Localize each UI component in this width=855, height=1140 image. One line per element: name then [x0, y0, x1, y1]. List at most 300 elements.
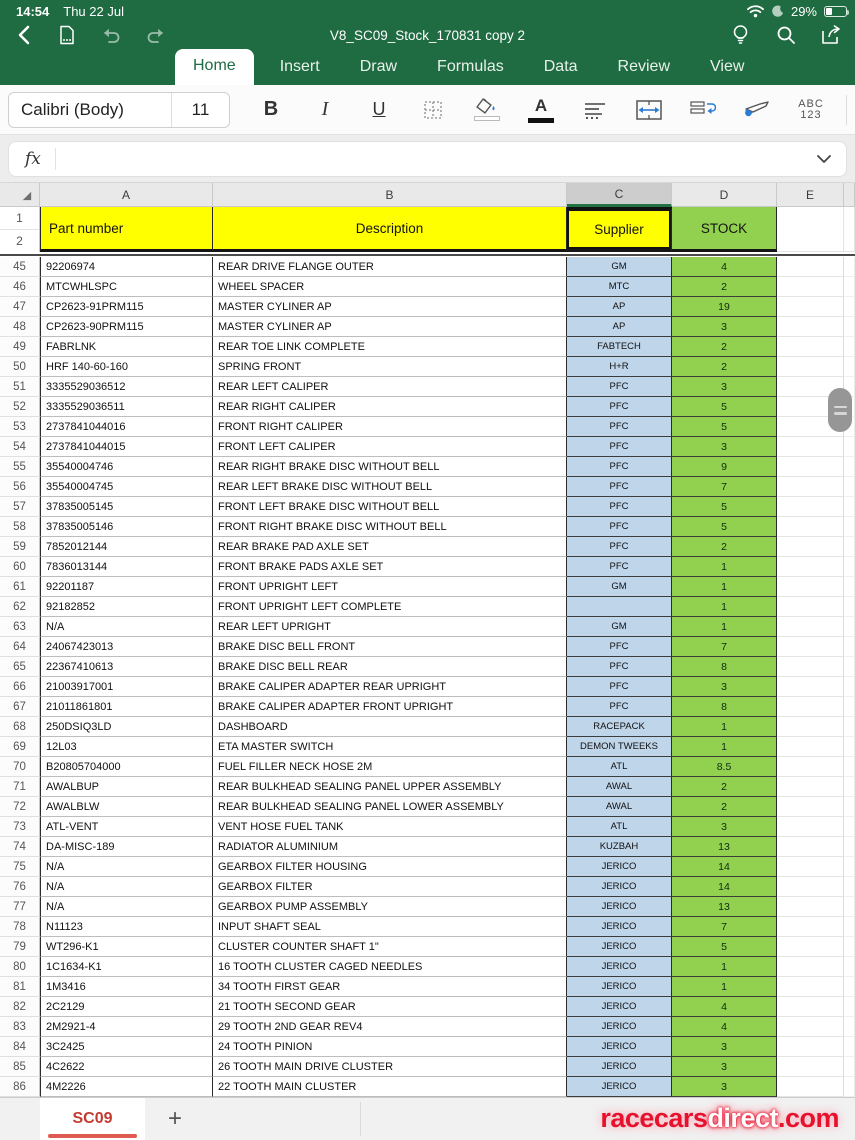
cell-stock[interactable]: 14: [672, 877, 777, 897]
cell-empty-f[interactable]: [844, 1057, 855, 1077]
cell-supplier[interactable]: PFC: [567, 477, 672, 497]
cell-empty-f[interactable]: [844, 1017, 855, 1037]
font-name-dropdown[interactable]: Calibri (Body): [21, 99, 124, 119]
cell-part-number[interactable]: 1M3416: [40, 977, 213, 997]
row-number[interactable]: 51: [0, 377, 40, 397]
cell-stock[interactable]: 7: [672, 917, 777, 937]
cell-stock[interactable]: 3: [672, 377, 777, 397]
cell-description[interactable]: FRONT RIGHT CALIPER: [213, 417, 567, 437]
cell-part-number[interactable]: 7852012144: [40, 537, 213, 557]
redo-icon[interactable]: [142, 24, 168, 46]
cell-empty-f[interactable]: [844, 857, 855, 877]
cell-stock[interactable]: 14: [672, 857, 777, 877]
header-stock[interactable]: STOCK: [672, 207, 777, 252]
row-number[interactable]: 61: [0, 577, 40, 597]
cell-supplier[interactable]: JERICO: [567, 897, 672, 917]
row-number[interactable]: 54: [0, 437, 40, 457]
cell-description[interactable]: BRAKE CALIPER ADAPTER FRONT UPRIGHT: [213, 697, 567, 717]
cell-part-number[interactable]: N/A: [40, 877, 213, 897]
cell-supplier[interactable]: JERICO: [567, 1037, 672, 1057]
cell-stock[interactable]: 8.5: [672, 757, 777, 777]
row-number[interactable]: 46: [0, 277, 40, 297]
fill-color-icon[interactable]: [460, 88, 514, 132]
cell-supplier[interactable]: MTC: [567, 277, 672, 297]
select-all-button[interactable]: [0, 183, 40, 207]
cell-stock[interactable]: 3: [672, 1057, 777, 1077]
cell-empty-e[interactable]: [777, 937, 844, 957]
cell-supplier[interactable]: PFC: [567, 657, 672, 677]
cell-empty-e[interactable]: [777, 557, 844, 577]
lightbulb-icon[interactable]: [727, 24, 753, 46]
column-header-e[interactable]: E: [777, 183, 844, 207]
cell-supplier[interactable]: JERICO: [567, 937, 672, 957]
row-number[interactable]: 74: [0, 837, 40, 857]
header-part-number[interactable]: Part number: [40, 207, 213, 252]
cell-part-number[interactable]: 22367410613: [40, 657, 213, 677]
font-selector[interactable]: [8, 92, 230, 128]
file-actions-icon[interactable]: [54, 24, 80, 46]
cell-empty-f[interactable]: [844, 437, 855, 457]
cell-supplier[interactable]: FABTECH: [567, 337, 672, 357]
cell-empty-e[interactable]: [777, 637, 844, 657]
cell-part-number[interactable]: CP2623-90PRM115: [40, 317, 213, 337]
cell-description[interactable]: 29 TOOTH 2ND GEAR REV4: [213, 1017, 567, 1037]
cell-part-number[interactable]: 3335529036512: [40, 377, 213, 397]
cell-empty-e[interactable]: [777, 717, 844, 737]
back-icon[interactable]: [10, 24, 36, 46]
cell-description[interactable]: GEARBOX FILTER: [213, 877, 567, 897]
cell-stock[interactable]: 13: [672, 897, 777, 917]
row-number[interactable]: 45: [0, 257, 40, 277]
row-number[interactable]: 85: [0, 1057, 40, 1077]
cell-empty-e[interactable]: [777, 497, 844, 517]
cell-part-number[interactable]: B20805704000: [40, 757, 213, 777]
cell-stock[interactable]: 8: [672, 697, 777, 717]
row-number[interactable]: 49: [0, 337, 40, 357]
cell-part-number[interactable]: 21011861801: [40, 697, 213, 717]
cell-empty-e[interactable]: [777, 1017, 844, 1037]
cell-empty-f[interactable]: [844, 977, 855, 997]
cell-empty-e[interactable]: [777, 1077, 844, 1097]
cell-supplier[interactable]: JERICO: [567, 877, 672, 897]
cell-stock[interactable]: 7: [672, 477, 777, 497]
cell-supplier[interactable]: PFC: [567, 457, 672, 477]
column-header-f-sliver[interactable]: [844, 183, 855, 207]
cell-part-number[interactable]: N11123: [40, 917, 213, 937]
undo-icon[interactable]: [98, 24, 124, 46]
row-number[interactable]: 53: [0, 417, 40, 437]
row-number[interactable]: 65: [0, 657, 40, 677]
cell-stock[interactable]: 2: [672, 777, 777, 797]
cell-part-number[interactable]: 37835005146: [40, 517, 213, 537]
cell-stock[interactable]: 7: [672, 637, 777, 657]
cell-empty-f[interactable]: [844, 817, 855, 837]
cell-supplier[interactable]: JERICO: [567, 977, 672, 997]
cell-empty-f[interactable]: [844, 757, 855, 777]
cell-stock[interactable]: 5: [672, 397, 777, 417]
font-color-icon[interactable]: A: [514, 88, 568, 132]
cell-part-number[interactable]: 35540004746: [40, 457, 213, 477]
cell-empty-f[interactable]: [844, 537, 855, 557]
cell-stock[interactable]: 13: [672, 837, 777, 857]
cell-stock[interactable]: 1: [672, 977, 777, 997]
tab-formulas[interactable]: Formulas: [437, 58, 504, 75]
cell-empty-f[interactable]: [844, 297, 855, 317]
row-number[interactable]: 52: [0, 397, 40, 417]
cell-description[interactable]: ETA MASTER SWITCH: [213, 737, 567, 757]
cell-empty-f[interactable]: [844, 617, 855, 637]
cell-description[interactable]: MASTER CYLINER AP: [213, 297, 567, 317]
cell-empty-f[interactable]: [844, 557, 855, 577]
scrollbar-handle[interactable]: [828, 388, 852, 432]
cell-description[interactable]: INPUT SHAFT SEAL: [213, 917, 567, 937]
cell-supplier[interactable]: PFC: [567, 377, 672, 397]
cell-empty-e[interactable]: [777, 337, 844, 357]
cell-stock[interactable]: 1: [672, 617, 777, 637]
cell-empty-e[interactable]: [777, 517, 844, 537]
cell-empty-e[interactable]: [777, 977, 844, 997]
cell-supplier[interactable]: [567, 597, 672, 617]
cell-empty-f[interactable]: [844, 337, 855, 357]
cell-empty-f[interactable]: [844, 317, 855, 337]
cell-supplier[interactable]: JERICO: [567, 1017, 672, 1037]
bold-button[interactable]: B: [263, 98, 279, 120]
cell-stock[interactable]: 1: [672, 957, 777, 977]
cell-supplier[interactable]: DEMON TWEEKS: [567, 737, 672, 757]
number-format-icon[interactable]: [784, 88, 838, 132]
cell-part-number[interactable]: N/A: [40, 897, 213, 917]
cell-description[interactable]: MASTER CYLINER AP: [213, 317, 567, 337]
cell-supplier[interactable]: GM: [567, 577, 672, 597]
row-number[interactable]: 78: [0, 917, 40, 937]
row-number[interactable]: 81: [0, 977, 40, 997]
cell-supplier[interactable]: H+R: [567, 357, 672, 377]
header-empty-e[interactable]: [777, 207, 844, 252]
cell-stock[interactable]: 3: [672, 817, 777, 837]
cell-empty-f[interactable]: [844, 357, 855, 377]
cell-description[interactable]: REAR BRAKE PAD AXLE SET: [213, 537, 567, 557]
cell-description[interactable]: 26 TOOTH MAIN DRIVE CLUSTER: [213, 1057, 567, 1077]
cell-stock[interactable]: 8: [672, 657, 777, 677]
cell-empty-f[interactable]: [844, 497, 855, 517]
row-number[interactable]: 56: [0, 477, 40, 497]
cell-supplier[interactable]: PFC: [567, 697, 672, 717]
header-empty-f[interactable]: [844, 207, 855, 252]
cell-supplier[interactable]: JERICO: [567, 997, 672, 1017]
cell-empty-e[interactable]: [777, 277, 844, 297]
cell-part-number[interactable]: 35540004745: [40, 477, 213, 497]
cell-supplier[interactable]: PFC: [567, 677, 672, 697]
cell-description[interactable]: 22 TOOTH MAIN CLUSTER: [213, 1077, 567, 1097]
cell-description[interactable]: REAR TOE LINK COMPLETE: [213, 337, 567, 357]
cell-supplier[interactable]: GM: [567, 257, 672, 277]
cell-description[interactable]: CLUSTER COUNTER SHAFT 1": [213, 937, 567, 957]
cell-stock[interactable]: 4: [672, 257, 777, 277]
cell-stock[interactable]: 2: [672, 797, 777, 817]
share-icon[interactable]: [819, 24, 845, 46]
sheet-tab-sc09[interactable]: [40, 1098, 145, 1140]
cell-part-number[interactable]: 2737841044015: [40, 437, 213, 457]
cell-empty-e[interactable]: [777, 1037, 844, 1057]
row-number[interactable]: 55: [0, 457, 40, 477]
cell-empty-f[interactable]: [844, 937, 855, 957]
row-number[interactable]: 64: [0, 637, 40, 657]
tab-home[interactable]: Home: [175, 49, 254, 85]
tab-insert[interactable]: Insert: [279, 58, 320, 75]
row-number[interactable]: 48: [0, 317, 40, 337]
cell-part-number[interactable]: 3335529036511: [40, 397, 213, 417]
row-number[interactable]: 59: [0, 537, 40, 557]
cell-empty-f[interactable]: [844, 957, 855, 977]
cell-empty-e[interactable]: [777, 897, 844, 917]
cell-empty-e[interactable]: [777, 597, 844, 617]
column-header-a[interactable]: A: [40, 183, 213, 207]
row-number[interactable]: 73: [0, 817, 40, 837]
cell-empty-f[interactable]: [844, 277, 855, 297]
cell-part-number[interactable]: FABRLNK: [40, 337, 213, 357]
row-number[interactable]: 76: [0, 877, 40, 897]
tab-view[interactable]: View: [710, 58, 745, 75]
cell-part-number[interactable]: 2737841044016: [40, 417, 213, 437]
cell-empty-e[interactable]: [777, 957, 844, 977]
cell-stock[interactable]: 1: [672, 557, 777, 577]
cell-empty-f[interactable]: [844, 257, 855, 277]
cell-description[interactable]: 24 TOOTH PINION: [213, 1037, 567, 1057]
cell-stock[interactable]: 5: [672, 497, 777, 517]
cell-part-number[interactable]: 7836013144: [40, 557, 213, 577]
cell-stock[interactable]: 2: [672, 537, 777, 557]
cell-part-number[interactable]: 12L03: [40, 737, 213, 757]
row-number[interactable]: 86: [0, 1077, 40, 1097]
cell-description[interactable]: FRONT BRAKE PADS AXLE SET: [213, 557, 567, 577]
cell-empty-f[interactable]: [844, 657, 855, 677]
cell-empty-e[interactable]: [777, 697, 844, 717]
cell-empty-e[interactable]: [777, 617, 844, 637]
cell-part-number[interactable]: N/A: [40, 857, 213, 877]
row-number[interactable]: 67: [0, 697, 40, 717]
cell-stock[interactable]: 2: [672, 277, 777, 297]
row-number[interactable]: 69: [0, 737, 40, 757]
cell-part-number[interactable]: MTCWHLSPC: [40, 277, 213, 297]
cell-part-number[interactable]: 2C2129: [40, 997, 213, 1017]
cell-part-number[interactable]: 92206974: [40, 257, 213, 277]
header-supplier-selected-cell[interactable]: Supplier: [567, 207, 672, 252]
cell-stock[interactable]: 3: [672, 317, 777, 337]
cell-part-number[interactable]: DA-MISC-189: [40, 837, 213, 857]
cell-part-number[interactable]: 92201187: [40, 577, 213, 597]
cell-empty-f[interactable]: [844, 597, 855, 617]
cell-description[interactable]: VENT HOSE FUEL TANK: [213, 817, 567, 837]
cell-description[interactable]: WHEEL SPACER: [213, 277, 567, 297]
row-number[interactable]: 60: [0, 557, 40, 577]
cell-description[interactable]: FRONT LEFT CALIPER: [213, 437, 567, 457]
borders-icon[interactable]: [406, 88, 460, 132]
cell-stock[interactable]: 5: [672, 417, 777, 437]
cell-supplier[interactable]: JERICO: [567, 1057, 672, 1077]
cell-supplier[interactable]: KUZBAH: [567, 837, 672, 857]
cell-empty-e[interactable]: [777, 317, 844, 337]
cell-description[interactable]: RADIATOR ALUMINIUM: [213, 837, 567, 857]
cell-supplier[interactable]: JERICO: [567, 857, 672, 877]
cell-empty-f[interactable]: [844, 897, 855, 917]
cell-part-number[interactable]: 24067423013: [40, 637, 213, 657]
cell-supplier[interactable]: AWAL: [567, 797, 672, 817]
cell-stock[interactable]: 3: [672, 437, 777, 457]
row-number[interactable]: 70: [0, 757, 40, 777]
cell-description[interactable]: FRONT RIGHT BRAKE DISC WITHOUT BELL: [213, 517, 567, 537]
cell-empty-e[interactable]: [777, 877, 844, 897]
cell-empty-e[interactable]: [777, 817, 844, 837]
cell-stock[interactable]: 5: [672, 937, 777, 957]
cell-stock[interactable]: 1: [672, 577, 777, 597]
row-number-2[interactable]: 2: [16, 234, 23, 248]
row-number[interactable]: 62: [0, 597, 40, 617]
format-painter-icon[interactable]: [730, 88, 784, 132]
cell-description[interactable]: REAR LEFT CALIPER: [213, 377, 567, 397]
font-size-dropdown[interactable]: 11: [171, 93, 229, 127]
cell-empty-f[interactable]: [844, 777, 855, 797]
cell-stock[interactable]: 3: [672, 677, 777, 697]
cell-stock[interactable]: 1: [672, 597, 777, 617]
cell-part-number[interactable]: 4M2226: [40, 1077, 213, 1097]
cell-empty-f[interactable]: [844, 677, 855, 697]
cell-empty-f[interactable]: [844, 717, 855, 737]
cell-empty-f[interactable]: [844, 477, 855, 497]
cell-description[interactable]: REAR BULKHEAD SEALING PANEL UPPER ASSEMBLY: [213, 777, 567, 797]
chevron-down-icon[interactable]: [816, 154, 846, 164]
cell-supplier[interactable]: ATL: [567, 757, 672, 777]
cell-empty-e[interactable]: [777, 657, 844, 677]
column-header-c-selected[interactable]: C: [567, 183, 672, 207]
cell-part-number[interactable]: 3C2425: [40, 1037, 213, 1057]
cell-supplier[interactable]: GM: [567, 617, 672, 637]
cell-part-number[interactable]: WT296-K1: [40, 937, 213, 957]
cell-part-number[interactable]: ATL-VENT: [40, 817, 213, 837]
row-number[interactable]: 84: [0, 1037, 40, 1057]
cell-supplier[interactable]: ATL: [567, 817, 672, 837]
tab-review[interactable]: Review: [617, 58, 670, 75]
cell-empty-f[interactable]: [844, 697, 855, 717]
underline-button[interactable]: U: [372, 99, 386, 119]
cell-empty-f[interactable]: [844, 797, 855, 817]
cell-stock[interactable]: 1: [672, 737, 777, 757]
cell-empty-f[interactable]: [844, 577, 855, 597]
row-number[interactable]: 58: [0, 517, 40, 537]
cell-description[interactable]: FRONT UPRIGHT LEFT: [213, 577, 567, 597]
cell-part-number[interactable]: 250DSIQ3LD: [40, 717, 213, 737]
cell-stock[interactable]: 4: [672, 997, 777, 1017]
cell-supplier[interactable]: RACEPACK: [567, 717, 672, 737]
row-number[interactable]: 80: [0, 957, 40, 977]
cell-description[interactable]: REAR DRIVE FLANGE OUTER: [213, 257, 567, 277]
cell-description[interactable]: REAR LEFT BRAKE DISC WITHOUT BELL: [213, 477, 567, 497]
cell-part-number[interactable]: 2M2921-4: [40, 1017, 213, 1037]
cell-empty-f[interactable]: [844, 637, 855, 657]
cell-supplier[interactable]: AP: [567, 317, 672, 337]
cell-empty-e[interactable]: [777, 437, 844, 457]
cell-part-number[interactable]: 92182852: [40, 597, 213, 617]
row-number[interactable]: 47: [0, 297, 40, 317]
cell-description[interactable]: 16 TOOTH CLUSTER CAGED NEEDLES: [213, 957, 567, 977]
cell-description[interactable]: BRAKE CALIPER ADAPTER REAR UPRIGHT: [213, 677, 567, 697]
cell-stock[interactable]: 9: [672, 457, 777, 477]
cell-supplier[interactable]: JERICO: [567, 957, 672, 977]
italic-button[interactable]: I: [321, 98, 329, 120]
cell-part-number[interactable]: AWALBLW: [40, 797, 213, 817]
row-number[interactable]: 82: [0, 997, 40, 1017]
cell-supplier[interactable]: PFC: [567, 417, 672, 437]
tab-data[interactable]: Data: [543, 58, 578, 75]
cell-supplier[interactable]: PFC: [567, 637, 672, 657]
cell-empty-f[interactable]: [844, 737, 855, 757]
cell-supplier[interactable]: PFC: [567, 557, 672, 577]
cell-description[interactable]: 34 TOOTH FIRST GEAR: [213, 977, 567, 997]
cell-supplier[interactable]: AP: [567, 297, 672, 317]
cell-part-number[interactable]: N/A: [40, 617, 213, 637]
cell-empty-e[interactable]: [777, 577, 844, 597]
cell-description[interactable]: FUEL FILLER NECK HOSE 2M: [213, 757, 567, 777]
cell-empty-e[interactable]: [777, 457, 844, 477]
cell-empty-e[interactable]: [777, 477, 844, 497]
cell-part-number[interactable]: 21003917001: [40, 677, 213, 697]
cell-supplier[interactable]: PFC: [567, 537, 672, 557]
cell-empty-f[interactable]: [844, 837, 855, 857]
alignment-icon[interactable]: [568, 88, 622, 132]
cell-stock[interactable]: 3: [672, 1037, 777, 1057]
cell-part-number[interactable]: 4C2622: [40, 1057, 213, 1077]
cell-empty-f[interactable]: [844, 877, 855, 897]
cell-stock[interactable]: 19: [672, 297, 777, 317]
wrap-text-icon[interactable]: [676, 88, 730, 132]
row-number[interactable]: 63: [0, 617, 40, 637]
cell-description[interactable]: BRAKE DISC BELL FRONT: [213, 637, 567, 657]
cell-description[interactable]: 21 TOOTH SECOND GEAR: [213, 997, 567, 1017]
cell-description[interactable]: BRAKE DISC BELL REAR: [213, 657, 567, 677]
cell-description[interactable]: SPRING FRONT: [213, 357, 567, 377]
row-number[interactable]: 77: [0, 897, 40, 917]
row-number[interactable]: 83: [0, 1017, 40, 1037]
cell-description[interactable]: FRONT LEFT BRAKE DISC WITHOUT BELL: [213, 497, 567, 517]
cell-description[interactable]: REAR LEFT UPRIGHT: [213, 617, 567, 637]
cell-empty-e[interactable]: [777, 297, 844, 317]
header-description[interactable]: Description: [213, 207, 567, 252]
row-number[interactable]: 71: [0, 777, 40, 797]
cell-stock[interactable]: 5: [672, 517, 777, 537]
cell-empty-e[interactable]: [777, 357, 844, 377]
column-header-d[interactable]: D: [672, 183, 777, 207]
cell-empty-e[interactable]: [777, 997, 844, 1017]
cell-description[interactable]: GEARBOX PUMP ASSEMBLY: [213, 897, 567, 917]
row-number[interactable]: 75: [0, 857, 40, 877]
cell-description[interactable]: REAR BULKHEAD SEALING PANEL LOWER ASSEMBLY: [213, 797, 567, 817]
cell-description[interactable]: GEARBOX FILTER HOUSING: [213, 857, 567, 877]
row-number[interactable]: 66: [0, 677, 40, 697]
cell-stock[interactable]: 3: [672, 1077, 777, 1097]
cell-empty-e[interactable]: [777, 917, 844, 937]
cell-stock[interactable]: 2: [672, 357, 777, 377]
search-icon[interactable]: [773, 24, 799, 46]
cell-empty-e[interactable]: [777, 857, 844, 877]
row-number[interactable]: 72: [0, 797, 40, 817]
cell-empty-f[interactable]: [844, 1037, 855, 1057]
cell-empty-f[interactable]: [844, 917, 855, 937]
cell-part-number[interactable]: 37835005145: [40, 497, 213, 517]
add-sheet-button[interactable]: +: [167, 1105, 182, 1132]
cell-empty-e[interactable]: [777, 757, 844, 777]
cell-supplier[interactable]: JERICO: [567, 917, 672, 937]
cell-part-number[interactable]: AWALBUP: [40, 777, 213, 797]
merge-cells-icon[interactable]: [622, 88, 676, 132]
